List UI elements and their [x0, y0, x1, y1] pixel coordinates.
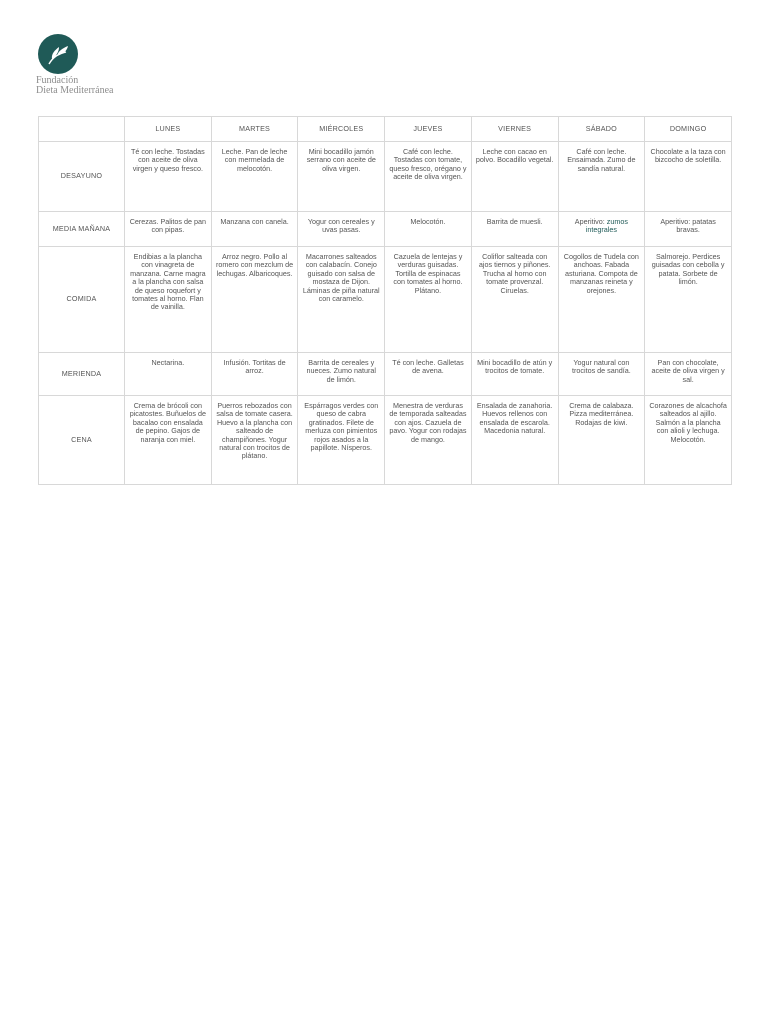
menu-cell: Mini bocadillo de atún y trocitos de tomate.: [471, 353, 558, 396]
meal-label: MERIENDA: [39, 353, 125, 396]
meal-row-media-manana: [39, 212, 732, 247]
menu-cell: Coliflor salteada con ajos tiernos y piñones. Trucha al horno con tomate provenzal. Ciruelas.: [471, 247, 558, 353]
day-header: SÁBADO: [558, 117, 645, 142]
menu-cell: Mini bocadillo jamón serrano con aceite de oliva virgen.: [298, 142, 385, 212]
menu-cell: Manzana con canela.: [211, 212, 298, 247]
menu-cell: Aperitivo: patatas bravas.: [645, 212, 732, 247]
menu-cell: Pan con chocolate, aceite de oliva virgen y sal.: [645, 353, 732, 396]
menu-cell: Cerezas. Palitos de pan con pipas.: [125, 212, 212, 247]
brand-line-2: Dieta Mediterránea: [36, 85, 114, 96]
menu-cell: Cazuela de lentejas y verduras guisadas. Tortilla de espinacas con tomates al horno. Plátano.: [385, 247, 472, 353]
menu-cell: Arroz negro. Pollo al romero con mezclum de lechugas. Albaricoques.: [211, 247, 298, 353]
day-header: VIERNES: [471, 117, 558, 142]
brand-line-1: Fundación: [36, 75, 79, 86]
highlighted-text: zumos integrales: [585, 217, 628, 235]
meal-label: CENA: [39, 396, 125, 485]
day-header: JUEVES: [385, 117, 472, 142]
menu-cell: Té con leche. Galletas de avena.: [385, 353, 472, 396]
menu-cell: Ensalada de zanahoria. Huevos rellenos con ensalada de escarola. Macedonia natural.: [471, 396, 558, 485]
menu-cell: Melocotón.: [385, 212, 472, 247]
menu-cell: Infusión. Tortitas de arroz.: [211, 353, 298, 396]
meal-row-comida: [39, 247, 732, 353]
meal-row-merienda: [39, 353, 732, 396]
menu-cell: Endibias a la plancha con vinagreta de manzana. Carne magra a la plancha con salsa de queso roquefort y tomates al horno. Flan de vainilla.: [125, 247, 212, 353]
menu-cell: Crema de calabaza. Pizza mediterránea. Rodajas de kiwi.: [558, 396, 645, 485]
menu-cell: Crema de brócoli con picatostes. Buñuelos de bacalao con ensalada de pepino. Gajos de naranja con miel.: [125, 396, 212, 485]
menu-cell: Café con leche. Tostadas con tomate, queso fresco, orégano y aceite de oliva virgen.: [385, 142, 472, 212]
menu-cell: Macarrones salteados con calabacín. Conejo guisado con salsa de mostaza de Dijon. Láminas de piña natural con caramelo.: [298, 247, 385, 353]
menu-cell: Menestra de verduras de temporada salteadas con ajos. Cazuela de pavo. Yogur con rodajas de mango.: [385, 396, 472, 485]
leaf-logo-icon: [38, 34, 78, 74]
menu-cell: Yogur con cereales y uvas pasas.: [298, 212, 385, 247]
menu-cell: Café con leche. Ensaimada. Zumo de sandía natural.: [558, 142, 645, 212]
menu-cell: Yogur natural con trocitos de sandía.: [558, 353, 645, 396]
day-header: MARTES: [211, 117, 298, 142]
meal-label: MEDIA MAÑANA: [39, 212, 125, 247]
meal-label: COMIDA: [39, 247, 125, 353]
menu-cell: Barrita de muesli.: [471, 212, 558, 247]
corner-cell: [39, 117, 125, 142]
menu-cell: Nectarina.: [125, 353, 212, 396]
menu-cell: Puerros rebozados con salsa de tomate casera. Huevo a la plancha con salteado de champiñones. Yogur natural con trocitos de plátano.: [211, 396, 298, 485]
meal-row-desayuno: [39, 142, 732, 212]
menu-cell-prefix: Aperitivo:: [574, 217, 607, 226]
menu-cell: Barrita de cereales y nueces. Zumo natural de limón.: [298, 353, 385, 396]
meal-row-cena: [39, 396, 732, 485]
day-header: LUNES: [125, 117, 212, 142]
meal-label: DESAYUNO: [39, 142, 125, 212]
menu-cell: [558, 212, 645, 247]
day-header: DOMINGO: [645, 117, 732, 142]
menu-cell: Espárragos verdes con queso de cabra gratinados. Filete de merluza con pimientos rojos asados a la papillote. Nísperos.: [298, 396, 385, 485]
header-row: [39, 117, 732, 142]
weekly-menu-table: [38, 116, 732, 485]
menu-cell: Corazones de alcachofa salteados al ajillo. Salmón a la plancha con alioli y lechuga. Melocotón.: [645, 396, 732, 485]
menu-cell: Cogollos de Tudela con anchoas. Fabada asturiana. Compota de manzanas reineta y orejones.: [558, 247, 645, 353]
menu-cell: Salmorejo. Perdices guisadas con cebolla y patata. Sorbete de limón.: [645, 247, 732, 353]
brand-logo: [36, 34, 156, 96]
menu-cell: Chocolate a la taza con bizcocho de soletilla.: [645, 142, 732, 212]
menu-cell: Leche con cacao en polvo. Bocadillo vegetal.: [471, 142, 558, 212]
menu-cell: Té con leche. Tostadas con aceite de oliva virgen y queso fresco.: [125, 142, 212, 212]
menu-cell: Leche. Pan de leche con mermelada de melocotón.: [211, 142, 298, 212]
day-header: MIÉRCOLES: [298, 117, 385, 142]
